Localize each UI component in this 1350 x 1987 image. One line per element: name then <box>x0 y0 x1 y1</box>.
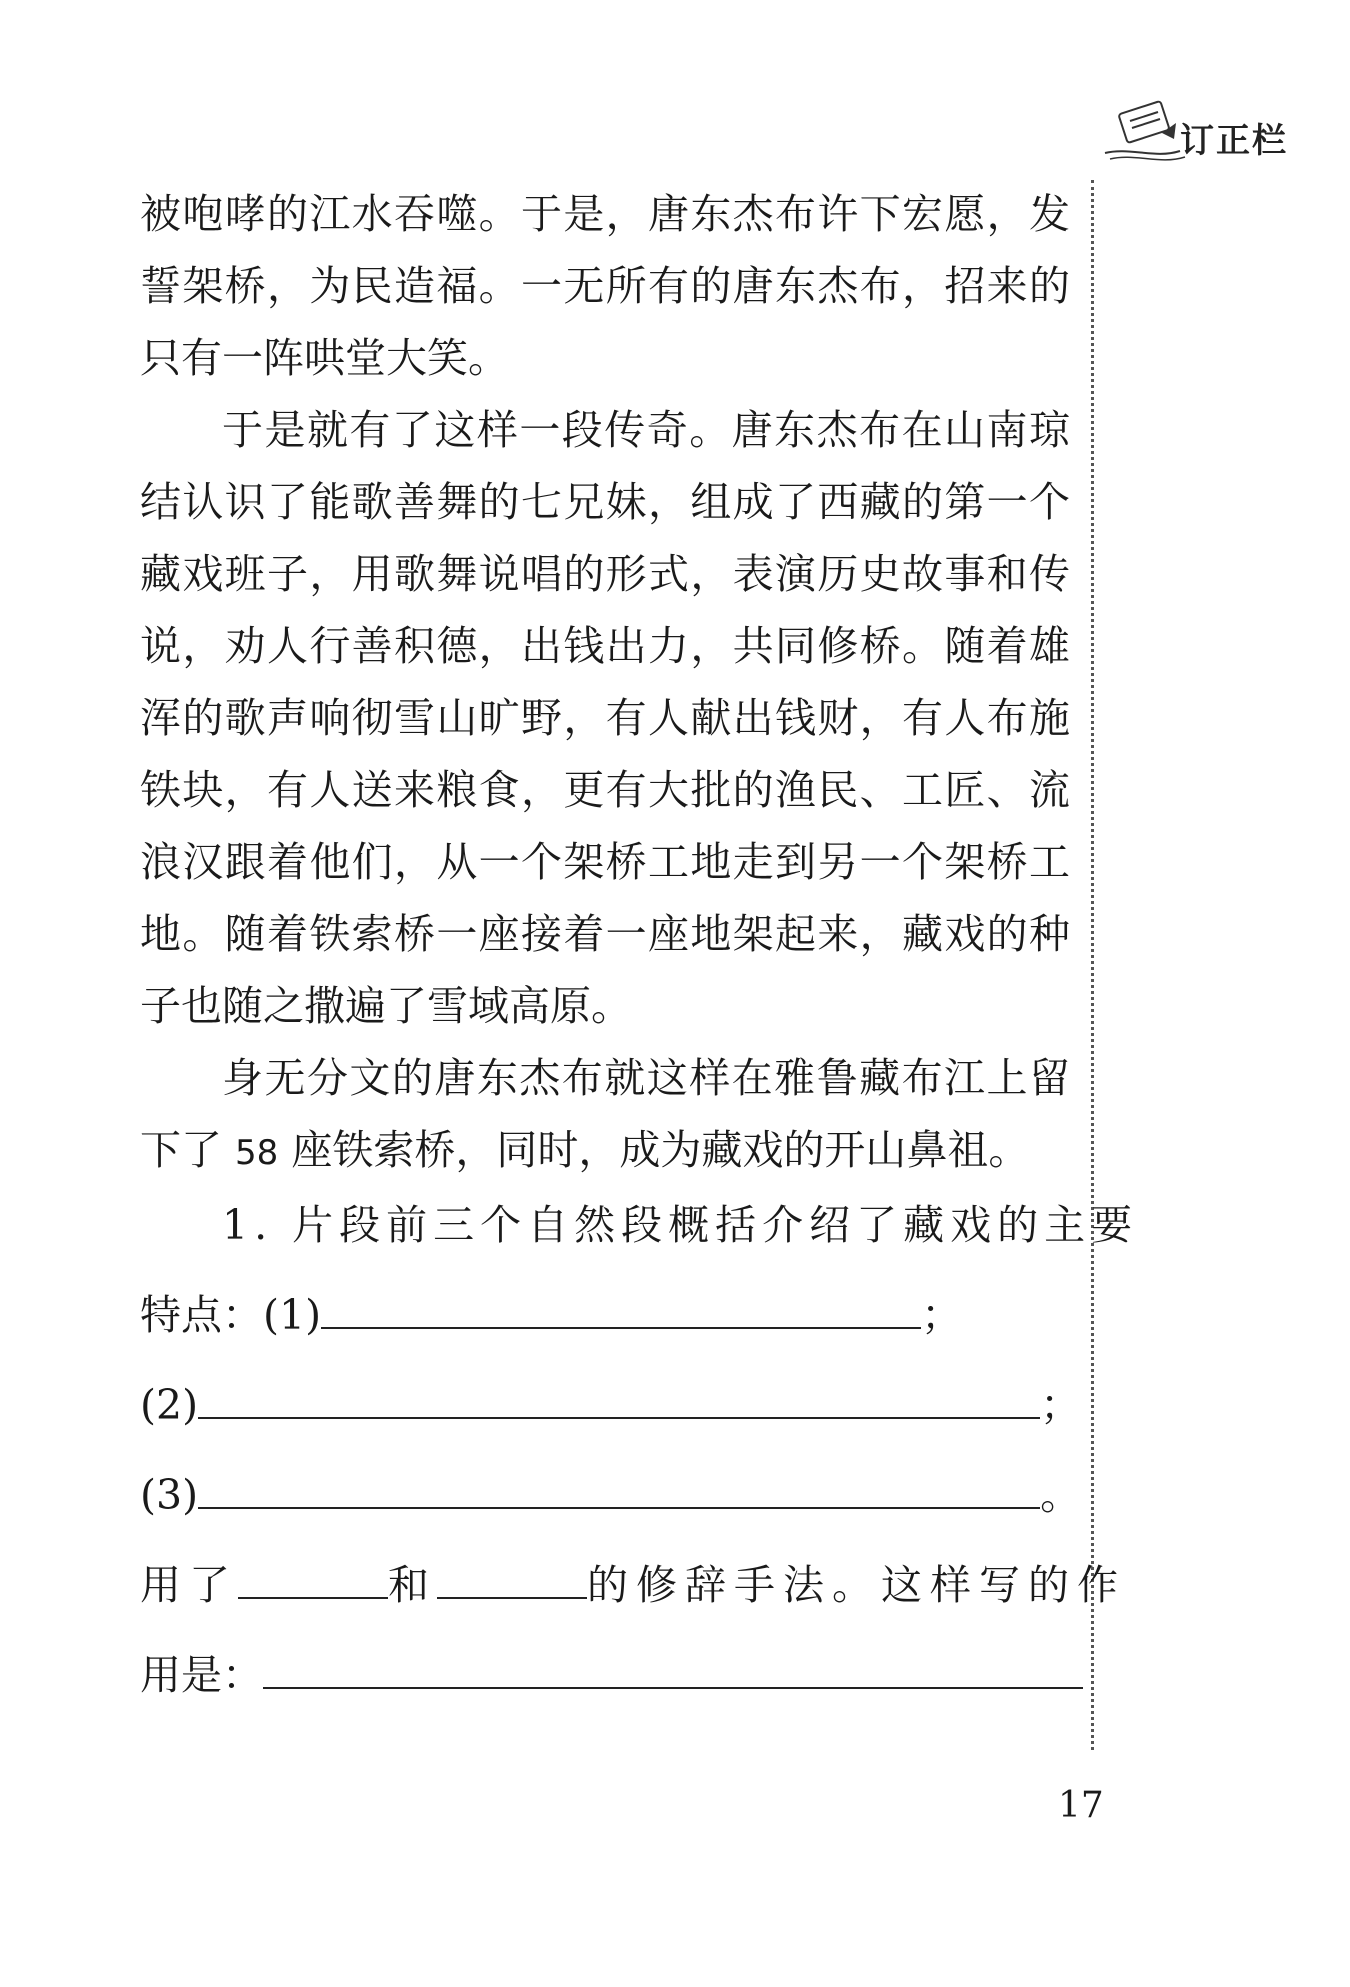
question-2-text: 用了 <box>140 1561 238 1609</box>
passage-text: 座铁索桥，同时，成为藏戏的开山鼻祖。 <box>291 1126 1030 1174</box>
question-2-prompt <box>140 1552 1126 1642</box>
feature-1-answer-blank[interactable] <box>321 1287 921 1329</box>
semicolon: ； <box>921 1291 963 1339</box>
feature-1-label: 特点：(1) <box>140 1291 322 1339</box>
effect-label: 用是： <box>140 1651 263 1699</box>
passage-paragraph: 于是就有了这样一段传奇。唐东杰布在山南琼结认识了能歌善舞的七兄妹，组成了西藏的第一个藏戏班子，用歌舞说唱的形式，表演历史故事和传说，劝人行善积德，出钱出力，共同修桥。随着雄浑的歌声响彻雪山旷野，有人献出钱财，有人布施铁块，有人送来粮食，更有大批的渔民、工匠、流浪汉跟着他们，从一个架桥工地走到另一个架桥工地。随着铁索桥一座接着一座地架起来，藏戏的种子也随之撒遍了雪域高原。 <box>140 406 1070 1030</box>
feature-3-answer-blank[interactable] <box>198 1467 1040 1509</box>
question-section <box>140 1192 1139 1732</box>
feature-2-label: (2) <box>140 1381 199 1429</box>
reading-passage <box>140 178 1070 1189</box>
question-2-effect <box>140 1642 1070 1732</box>
question-2-text: 的修辞手法。这样写的作 <box>587 1561 1126 1609</box>
feature-2-answer-blank[interactable] <box>198 1377 1040 1419</box>
rhetoric-1-answer-blank[interactable] <box>238 1557 388 1599</box>
correction-column-divider <box>1091 180 1094 1750</box>
question-1-prompt: 1. 片段前三个自然段概括介绍了藏戏的主要 <box>222 1201 1139 1249</box>
effect-answer-blank[interactable] <box>263 1647 1083 1689</box>
passage-paragraph <box>140 1042 1070 1189</box>
question-2-text: 和 <box>388 1561 437 1609</box>
passage-text: 身无分文的唐东杰布就这样在雅鲁藏布江上留下了 <box>140 1054 1070 1174</box>
feature-3-label: (3) <box>140 1471 199 1519</box>
page-number: 17 <box>1058 1785 1104 1826</box>
period: 。 <box>1040 1471 1082 1519</box>
correction-column-header <box>1100 95 1345 165</box>
question-1-item-2 <box>140 1372 1082 1462</box>
passage-paragraph: 被咆哮的江水吞噬。于是，唐东杰布许下宏愿，发誓架桥，为民造福。一无所有的唐东杰布，招来的只有一阵哄堂大笑。 <box>140 190 1070 382</box>
question-1-item-3 <box>140 1462 1082 1552</box>
bridge-count: 58 <box>235 1133 279 1173</box>
correction-column-label: 订正栏 <box>1180 121 1288 161</box>
semicolon: ； <box>1040 1381 1082 1429</box>
rhetoric-2-answer-blank[interactable] <box>437 1557 587 1599</box>
question-1-item-1 <box>140 1282 1070 1372</box>
